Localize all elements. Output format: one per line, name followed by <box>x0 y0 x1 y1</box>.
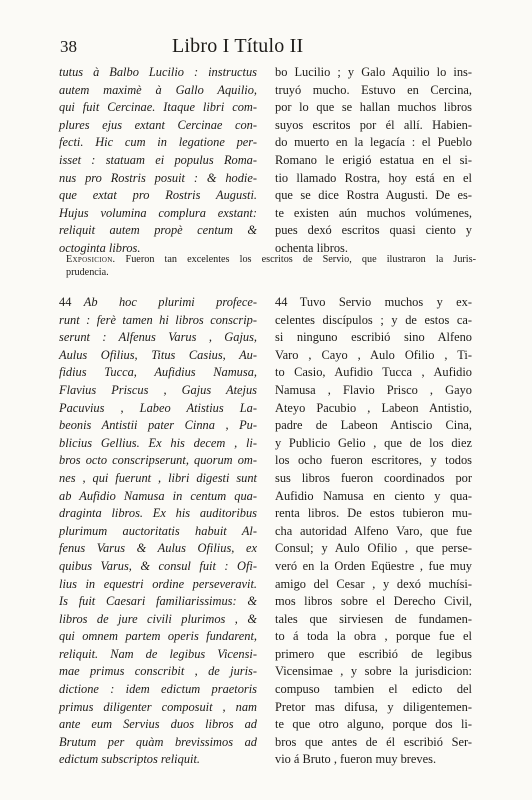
text-line: plures ejus extant Cercinae con- <box>59 117 257 132</box>
text-line: que se dice Rostra Augusti. De es- <box>275 188 472 203</box>
text-line: to Casio, Aufidio Tucca , Aufidio <box>275 365 472 380</box>
text-line: blicius Gellius. Ex his decem , li- <box>59 435 257 450</box>
text-line: tio llamado Rostra, hoy está en el <box>275 170 472 185</box>
text-line: runt : ferè tamen hi libros conscrip- <box>59 312 257 327</box>
text-line: bros octo conscripserunt, quorum om- <box>59 453 257 468</box>
exposicion-line: prudencia. <box>66 267 109 279</box>
text-line: si ninguno escribió sino Alfeno <box>275 330 472 345</box>
text-line: bo Lucilio ; y Galo Aquilio lo ins- <box>275 65 472 79</box>
running-head: Libro I Título II <box>172 35 304 57</box>
text-line: Vicensimae , y sobre la jurisdicion: <box>275 664 472 679</box>
text-line: los ocho fueron escritores, y todos <box>275 453 472 468</box>
text-line: ochenta libros. <box>275 240 348 255</box>
text-line: qui omnem partem operis fundarent, <box>59 629 257 644</box>
text-line: y Publicio Gelio , que de los diez <box>275 435 472 450</box>
text-line: tutus à Balbo Lucilio : instructus <box>59 65 257 79</box>
text-line: te existen aún muchos volúmenes, <box>275 205 472 220</box>
text-line: Ateyo Pacubio , Labeon Antistio, <box>275 400 472 415</box>
text-line: Namusa , Flavio Prisco , Gayo <box>275 382 472 397</box>
text-line: Brutum per quàm brevissimos ad <box>59 734 257 749</box>
text-line: cha autoridad Alfeno Varo, que fue <box>275 523 472 538</box>
spanish-column-top <box>275 64 472 258</box>
text-line: isset : statuam ei populus Roma- <box>59 152 257 167</box>
text-line: draginta libros. Ex his auditoribus <box>59 506 257 521</box>
text-line: nes , qui fuerunt , libri digesti sunt <box>59 470 257 485</box>
text-line: qui fuit Cercinae. Itaque libri com- <box>59 100 257 115</box>
text-line: Pacuvius , Labeo Atistius La- <box>59 400 257 415</box>
text-line: autem maximè à Gallo Aquilio, <box>59 82 257 97</box>
page-number: 38 <box>60 37 77 56</box>
text-line: lius in equestri ordine perseveravit. <box>59 576 257 591</box>
text-line: amigo del Cesar , y dexó muchísi- <box>275 576 472 591</box>
text-line: dictione : idem edictum praetoris <box>59 682 257 697</box>
text-line: fidius Tucca, Aufidius Namusa, <box>59 365 257 380</box>
text-line: padre de Labeon Antiscio Cina, <box>275 418 472 433</box>
latin-column-top <box>59 64 257 258</box>
text-line: Aufidio Namusa en ciento y qua- <box>275 488 472 503</box>
text-line: Is fuit Caesari familiarissimus: & <box>59 594 257 609</box>
exposicion-label: Exposicion. <box>66 254 116 265</box>
text-line: fecti. Hic cum in legatione per- <box>59 135 257 150</box>
text-line: edictum subscriptos reliquit. <box>59 752 200 767</box>
text-line: tales que sirviesen de fundamen- <box>275 611 472 626</box>
text-line: serunt : Alfenus Varus , Gajus, <box>59 330 257 345</box>
paragraph-number: 44 <box>275 295 288 309</box>
text-line: mos libros sobre el Derecho Civil, <box>275 594 472 609</box>
text-line: bros que antes de él escribió Ser- <box>275 734 472 749</box>
text-line: Flavius Priscus , Gajus Atejus <box>59 382 257 397</box>
text-line: celentes discípulos ; y de estos ca- <box>275 312 472 327</box>
text-line: octoginta libros. <box>59 240 141 255</box>
text-line: veró en la Orden Eqüestre , fue muy <box>275 558 472 573</box>
text-line: Hujus volumina complura exstant: <box>59 205 257 220</box>
paragraph-number: 44 <box>59 295 72 309</box>
page-header <box>60 35 480 65</box>
text-line: Varo , Cayo , Aulo Ofilio , Ti- <box>275 347 472 362</box>
text-line: suyos escritos por él allí. Habien- <box>275 117 472 132</box>
text-line: te que otro alguno, porque dos li- <box>275 717 472 732</box>
latin-column-44 <box>59 294 257 769</box>
text-line: compuso tambien el edicto del <box>275 682 472 697</box>
text-line <box>59 294 257 312</box>
exposicion-note <box>66 253 476 280</box>
text-line: vio á Bruto , fueron muy breves. <box>275 752 437 767</box>
text-line: nus pro Rostris posuit : & hodie- <box>59 170 257 185</box>
text-line: pues dexó escritos quasi ciento y <box>275 223 472 238</box>
text-line: primus diligenter composuit , nam <box>59 699 257 714</box>
text-line: reliquit. Nam de legibus Vicensi- <box>59 646 257 661</box>
text-line: renta libros. De estos tubieron mu- <box>275 506 472 521</box>
text-line: beonis Antistii pater Cinna , Pu- <box>59 418 257 433</box>
text-line: primero que escribió de legibus <box>275 646 472 661</box>
text-line: quibus Varus, & consul fuit : Ofi- <box>59 558 257 573</box>
text-line: truyó mucho. Estuvo en Cercina, <box>275 82 472 97</box>
text-line: Romano le erigió estatua en el si- <box>275 152 472 167</box>
text-line: libros de jure civili plurimos , & <box>59 611 257 626</box>
spanish-column-44 <box>275 294 472 769</box>
text-line: do muerto en la legacía : el Pueblo <box>275 135 472 150</box>
text-line: sus libros fueron coordinados por <box>275 470 472 485</box>
text-line: que extat pro Rostris Augusti. <box>59 188 257 203</box>
text-line: Consul; y Aulo Ofilio , que perse- <box>275 541 472 556</box>
text-line: mae primus conscribit , de juris- <box>59 664 257 679</box>
exposicion-line <box>66 253 476 266</box>
line-text: Tuvo Servio muchos y ex- <box>299 295 472 309</box>
text-line: ab Aufidio Namusa in centum qua- <box>59 488 257 503</box>
text-line: to á toda la obra , porque fue el <box>275 629 472 644</box>
text-line: reliquit autem propè centum & <box>59 223 257 238</box>
text-line: Aulus Ofilius, Titus Casius, Au- <box>59 347 257 362</box>
text-line: Pretor mas difusa, y diligentemen- <box>275 699 472 714</box>
text-line <box>275 294 472 312</box>
line-text: Ab hoc plurimi profece- <box>83 295 257 309</box>
text-line: ante eum Servius duos libros ad <box>59 717 257 732</box>
text-line: fenus Varus & Aulus Ofilius, ex <box>59 541 257 556</box>
exposicion-text: Fueron tan excelentes los escritos de Servio, que ilustraron la Juris- <box>125 254 476 265</box>
text-line: plurimum auctoritatis habuit Al- <box>59 523 257 538</box>
text-line: por lo que se hallan muchos libros <box>275 100 472 115</box>
